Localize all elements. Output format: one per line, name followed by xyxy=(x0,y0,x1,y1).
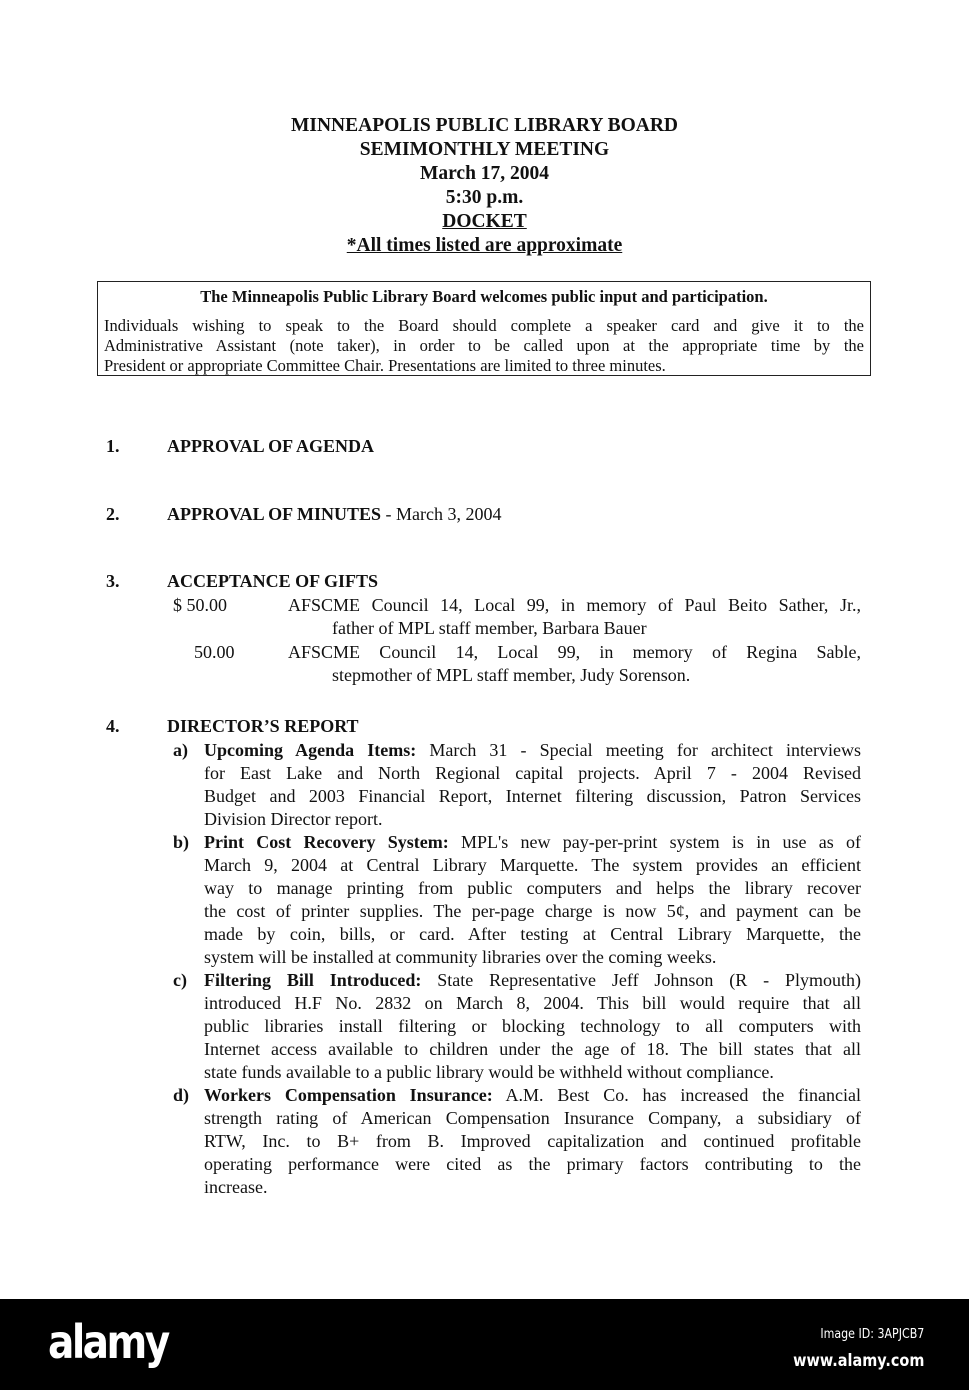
agenda-heading-text: APPROVAL OF MINUTES xyxy=(167,504,382,524)
notice-body xyxy=(104,316,864,376)
item-line-text: MPL's new pay-per-print system is in use as of xyxy=(448,832,861,852)
gift-description: stepmother of MPL staff member, Judy Sorenson. xyxy=(332,665,691,685)
item-text xyxy=(204,739,861,831)
item-line: the cost of printer supplies. The per-page charge is now 5¢, and payment can be xyxy=(204,901,861,921)
item-line: public libraries install filtering or blocking technology to all computers with xyxy=(204,1016,861,1036)
item-line: operating performance were cited as the primary factors contributing to the xyxy=(204,1154,861,1174)
item-text xyxy=(204,969,861,1084)
agenda-item-number: 2. xyxy=(106,504,120,524)
meeting-date: March 17, 2004 xyxy=(419,163,550,184)
agenda-item-heading xyxy=(167,436,374,457)
item-line-text: March 31 - Special meeting for architect interviews xyxy=(416,740,861,760)
public-input-notice xyxy=(97,281,871,376)
item-line: introduced H.F No. 2832 on March 8, 2004. This bill would require that all xyxy=(204,993,861,1013)
agenda-heading-text: APPROVAL OF AGENDA xyxy=(167,436,375,456)
agenda-item-number: 1. xyxy=(106,436,120,456)
agenda-item-number: 4. xyxy=(106,716,120,736)
item-line: increase. xyxy=(204,1177,268,1197)
item-line: RTW, Inc. to B+ from B. Improved capitalization and continued profitable xyxy=(204,1131,861,1151)
item-text xyxy=(204,831,861,969)
item-title: Workers Compensation Insurance: xyxy=(204,1085,493,1105)
gift-description: AFSCME Council 14, Local 99, in memory of Paul Beito Sather, Jr., xyxy=(288,595,861,615)
item-line: made by coin, bills, or card. After testing at Central Library Marquette, the xyxy=(204,924,861,944)
item-line xyxy=(204,739,861,762)
item-title: Upcoming Agenda Items: xyxy=(204,740,417,760)
org-name: MINNEAPOLIS PUBLIC LIBRARY BOARD xyxy=(290,115,678,136)
agenda-item-heading xyxy=(167,716,359,737)
item-letter: c) xyxy=(173,970,187,990)
gift-description: father of MPL staff member, Barbara Bauer xyxy=(332,618,647,638)
gift-amount: 50.00 xyxy=(194,642,235,662)
item-line: Internet access available to children under the age of 18. The bill states that all xyxy=(204,1039,861,1059)
item-letter: a) xyxy=(173,740,188,760)
item-line: Division Director report. xyxy=(204,809,383,829)
item-line-text: State Representative Jeff Johnson (R - Plymouth) xyxy=(421,970,861,990)
alamy-logo: alamy xyxy=(48,1315,168,1369)
agenda-heading-text: ACCEPTANCE OF GIFTS xyxy=(167,571,379,591)
item-title: Filtering Bill Introduced: xyxy=(204,970,422,990)
notice-line: Administrative Assistant (note taker), in order to be called upon at the appropriate time by the xyxy=(104,336,864,355)
notice-line: President or appropriate Committee Chair. Presentations are limited to three minutes. xyxy=(104,356,666,375)
watermark-url: www.alamy.com xyxy=(792,1351,924,1371)
item-text xyxy=(204,1084,861,1199)
item-line xyxy=(204,831,861,854)
agenda-item-heading xyxy=(167,571,378,592)
item-line xyxy=(204,969,861,992)
watermark-bar xyxy=(0,1299,969,1390)
image-id: Image ID: 3APJCB7 xyxy=(820,1327,924,1342)
item-line: system will be installed at community libraries over the coming weeks. xyxy=(204,947,717,967)
item-line xyxy=(204,1084,861,1107)
agenda-heading-suffix: - March 3, 2004 xyxy=(381,504,502,524)
item-line: strength rating of American Compensation Insurance Company, a subsidiary of xyxy=(204,1108,861,1128)
item-letter: d) xyxy=(173,1085,190,1105)
agenda-heading-text: DIRECTOR’S REPORT xyxy=(167,716,359,736)
times-note: *All times listed are approximate xyxy=(346,235,623,256)
agenda-item-heading xyxy=(167,504,502,525)
gift-description: AFSCME Council 14, Local 99, in memory of Regina Sable, xyxy=(288,642,861,662)
document-title-block xyxy=(0,114,969,258)
notice-line: Individuals wishing to speak to the Board should complete a speaker card and give it to the xyxy=(104,316,864,335)
item-title: Print Cost Recovery System: xyxy=(204,832,449,852)
meeting-time: 5:30 p.m. xyxy=(445,187,524,208)
item-line: March 9, 2004 at Central Library Marquette. The system provides an efficient xyxy=(204,855,861,875)
docket-label: DOCKET xyxy=(442,211,527,232)
item-letter: b) xyxy=(173,832,190,852)
item-line: Budget and 2003 Financial Report, Internet filtering discussion, Patron Services xyxy=(204,786,861,806)
item-line: state funds available to a public library would be withheld without compliance. xyxy=(204,1062,774,1082)
agenda-item-number: 3. xyxy=(106,571,120,591)
item-line-text: A.M. Best Co. has increased the financial xyxy=(492,1085,861,1105)
meeting-type: SEMIMONTHLY MEETING xyxy=(359,139,610,160)
item-line: for East Lake and North Regional capital projects. April 7 - 2004 Revised xyxy=(204,763,861,783)
notice-heading: The Minneapolis Public Library Board welcomes public input and participation. xyxy=(200,287,768,306)
item-line: way to manage printing from public computers and helps the library recover xyxy=(204,878,861,898)
gift-amount: $ 50.00 xyxy=(173,595,227,615)
